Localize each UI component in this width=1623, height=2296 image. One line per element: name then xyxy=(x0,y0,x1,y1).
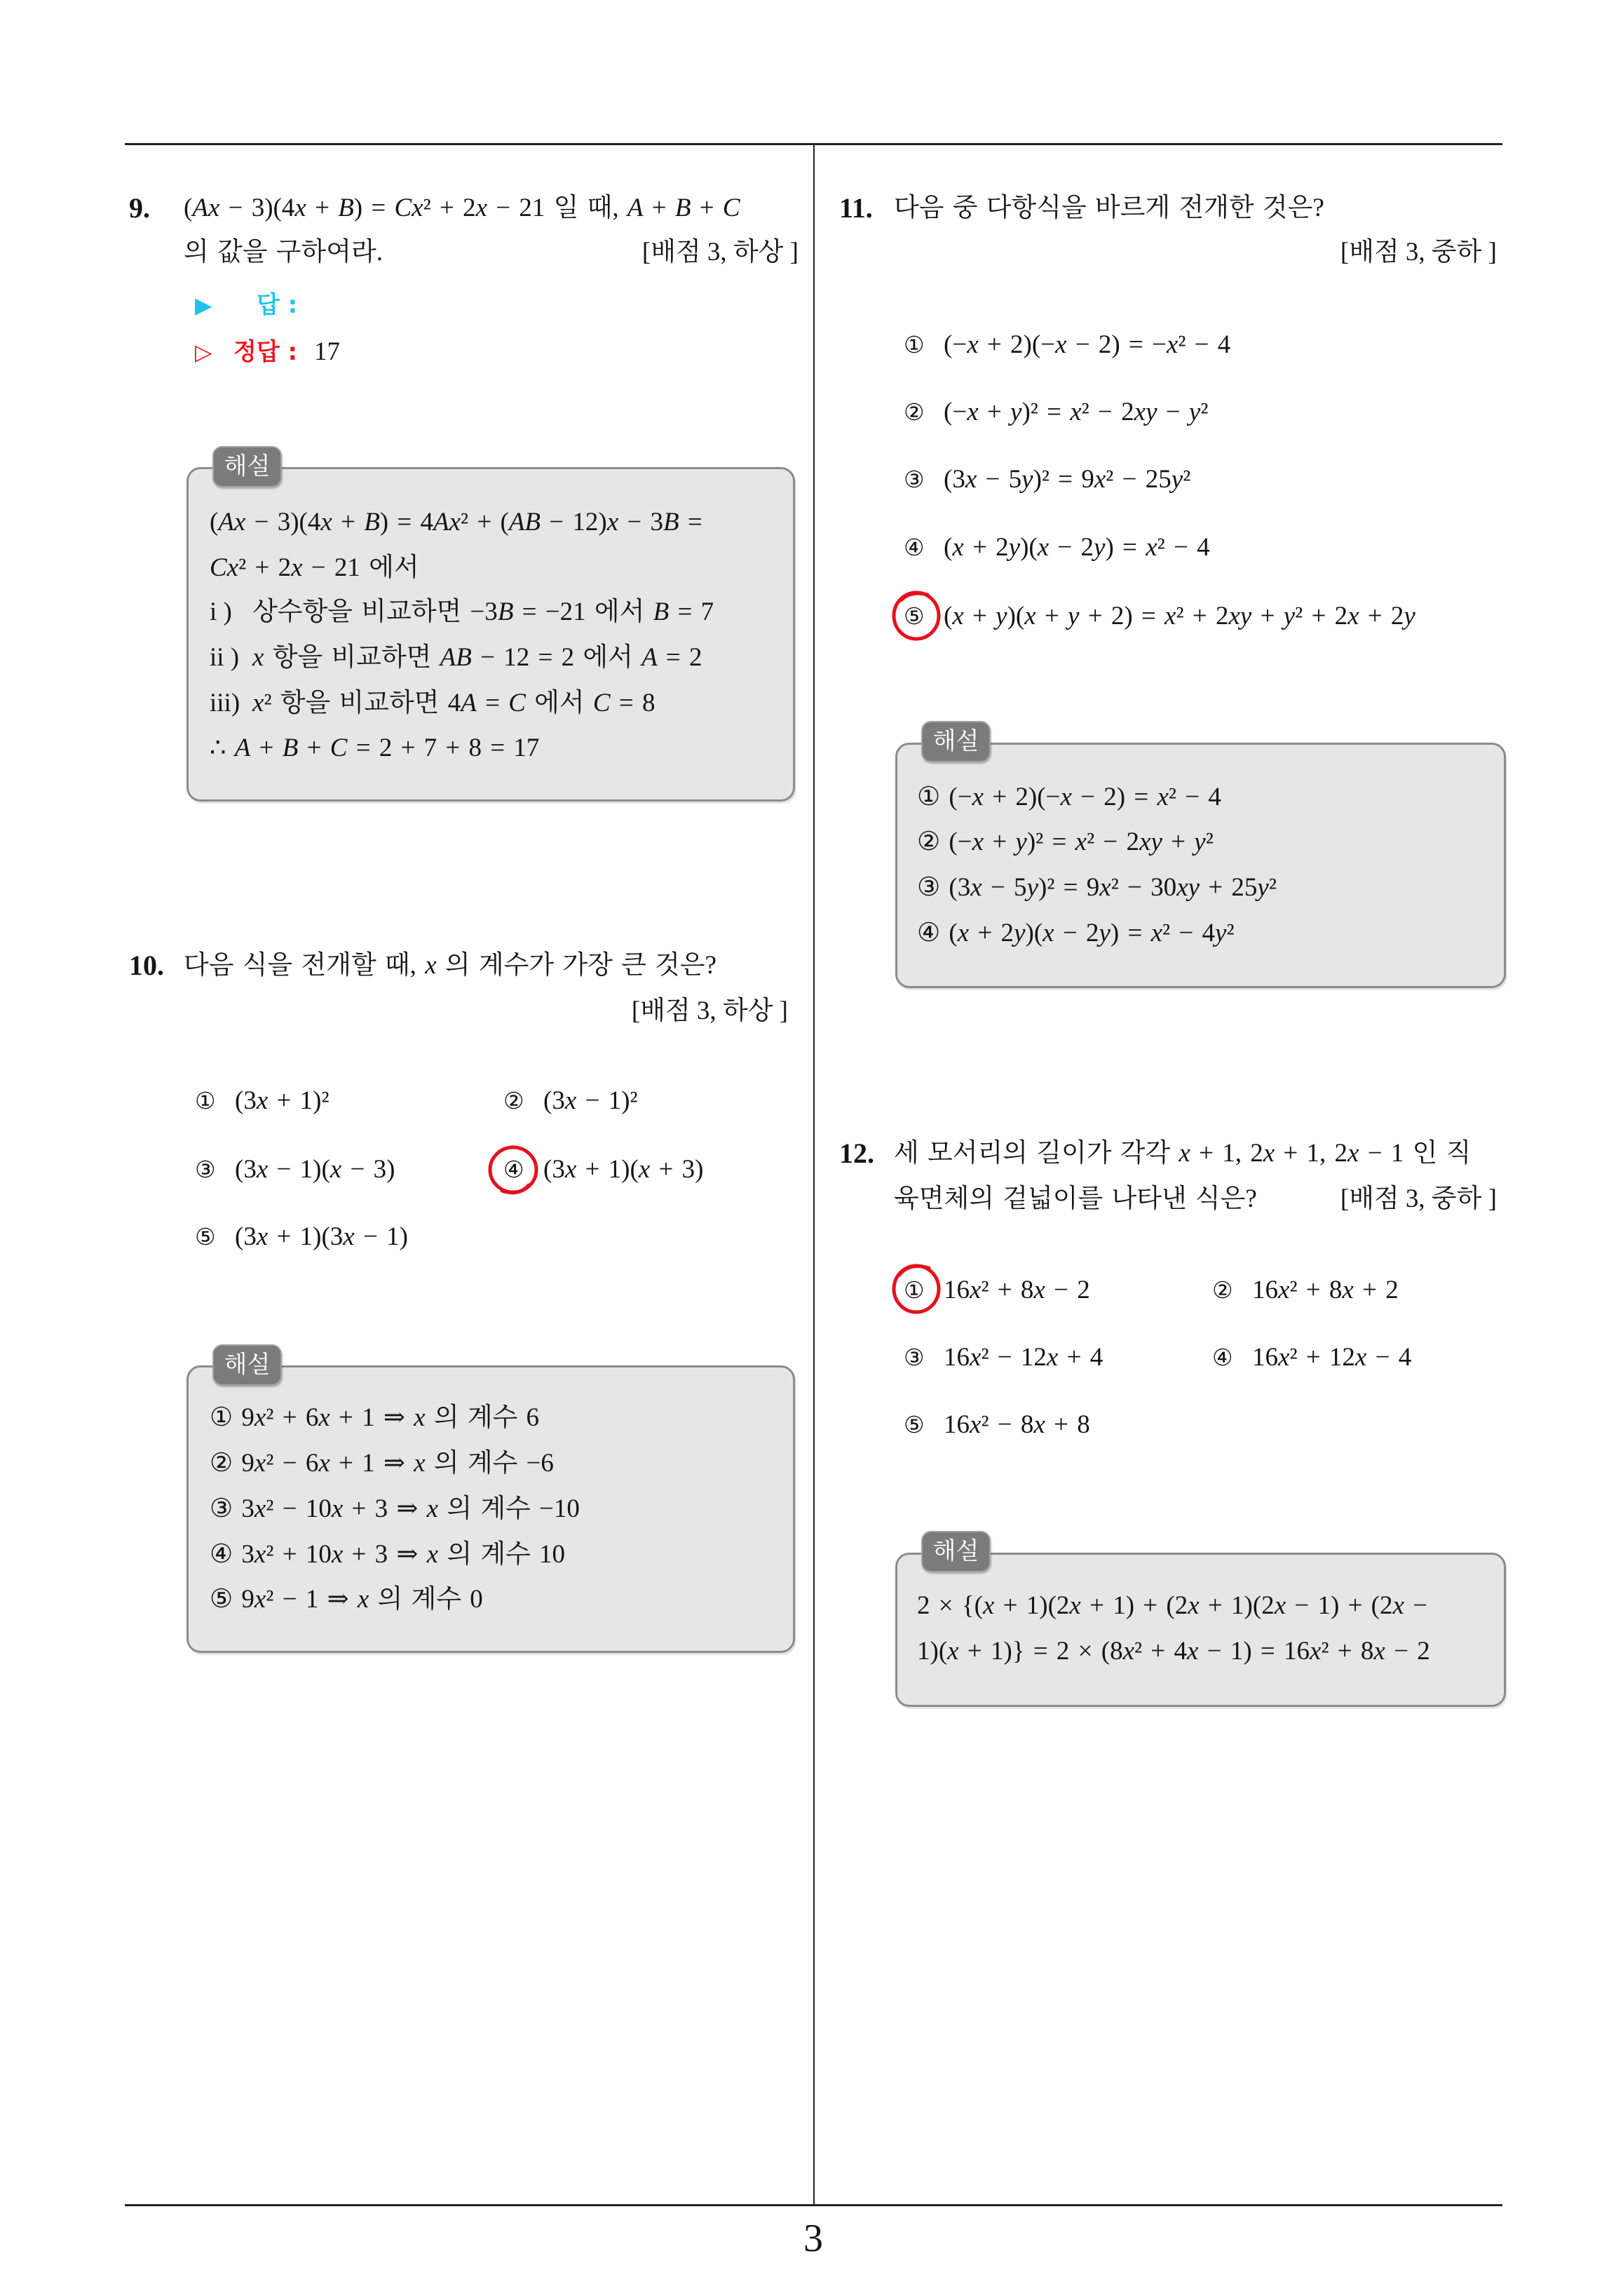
explanation-line xyxy=(210,640,702,675)
math-variable: x xyxy=(1122,1637,1135,1666)
page-number: 3 xyxy=(803,2217,823,2260)
math-variable: x xyxy=(1342,1276,1354,1304)
math-variable: x xyxy=(294,194,306,222)
math-variable: x xyxy=(254,1494,266,1523)
math-variable: x xyxy=(1070,398,1082,426)
question-number: 9. xyxy=(129,192,150,224)
math-variable: y xyxy=(1068,602,1080,630)
math-variable: y xyxy=(996,602,1007,630)
math-variable: x xyxy=(256,1155,269,1184)
explanation-box xyxy=(895,1537,1506,1707)
math-variable: x xyxy=(1164,602,1176,630)
math-variable: x xyxy=(970,1410,982,1439)
math-variable: x xyxy=(1046,1343,1059,1372)
math-variable: x xyxy=(1055,330,1067,359)
bottom-rule xyxy=(125,2204,1502,2206)
math-variable: x xyxy=(1278,1276,1290,1304)
math-variable: x xyxy=(947,1637,959,1666)
explanation-tag: 해설 xyxy=(212,446,282,487)
math-variable: xy xyxy=(1139,828,1162,856)
option-marker: ③ xyxy=(195,1156,216,1183)
math-variable: x xyxy=(1354,1343,1367,1372)
math-variable: A xyxy=(461,689,477,717)
math-variable: x xyxy=(291,553,303,582)
explanation-line: ② 9x² − 6x + 1 ⇒ x 의 계수 −6 xyxy=(210,1449,554,1478)
math-variable: C xyxy=(722,194,740,222)
math-variable: x xyxy=(414,1449,426,1478)
question-text-line: 다음 식을 전개할 때, x 의 계수가 가장 큰 것은? xyxy=(184,951,717,980)
option-item xyxy=(1212,1340,1411,1375)
math-variable: B xyxy=(282,734,299,762)
math-variable: Cx xyxy=(210,553,239,582)
explanation-tag: 해설 xyxy=(212,1344,282,1386)
option-marker: ② xyxy=(503,1087,524,1114)
math-variable: xy xyxy=(1228,602,1252,630)
explanation-line: ④ (x + 2y)(x − 2y) = x² − 4y² xyxy=(917,919,1235,947)
math-variable: A xyxy=(627,194,644,222)
option-text: (3x + 1)(x + 3) xyxy=(543,1155,704,1184)
points-label: [배점 3, 하상 ] xyxy=(631,997,788,1025)
option-marker: ① xyxy=(904,1276,925,1304)
option-text: (−x + y)² = x² − 2xy − y² xyxy=(944,398,1209,426)
option-text: (3x − 1)² xyxy=(543,1086,638,1115)
option-text: 16x² − 8x + 8 xyxy=(944,1410,1090,1439)
math-variable: B xyxy=(653,597,670,626)
option-item xyxy=(195,1220,408,1255)
math-variable: Ax xyxy=(218,508,246,536)
math-variable: x xyxy=(957,919,970,947)
points-label: [배점 3, 하상 ] xyxy=(641,238,799,266)
math-variable: x xyxy=(1274,1591,1286,1620)
math-variable: y xyxy=(1171,465,1183,494)
option-text: (−x + 2)(−x − 2) = −x² − 4 xyxy=(944,330,1231,359)
correct-answer-value: 17 xyxy=(314,337,340,366)
math-variable: x xyxy=(254,1585,266,1614)
math-variable: x xyxy=(1263,1139,1275,1168)
math-variable: x xyxy=(970,1343,982,1372)
math-variable: x xyxy=(1392,1591,1404,1620)
question-text-line: 의 값을 구하여라. xyxy=(184,238,383,266)
math-variable: x xyxy=(254,1540,266,1569)
option-item xyxy=(904,599,1415,634)
explanation-line: ④ 3x² + 10x + 3 ⇒ x 의 계수 10 xyxy=(210,1540,566,1569)
explanation-box xyxy=(186,1351,795,1653)
option-marker: ⑤ xyxy=(904,1411,925,1438)
explanation-box xyxy=(186,452,795,802)
explanation-line: ① 9x² + 6x + 1 ⇒ x 의 계수 6 xyxy=(210,1403,540,1432)
option-item xyxy=(904,462,1190,497)
math-variable: x xyxy=(1075,828,1087,856)
option-marker: ① xyxy=(904,331,925,358)
option-text: 16x² + 12x − 4 xyxy=(1252,1343,1412,1372)
option-marker: ⑤ xyxy=(904,602,925,630)
math-variable: x xyxy=(1024,602,1036,630)
column-divider xyxy=(813,144,815,2206)
correct-answer-label: 정답 : xyxy=(233,338,298,366)
option-marker: ④ xyxy=(904,534,925,561)
math-variable: x xyxy=(972,828,984,856)
option-marker: ② xyxy=(1212,1276,1233,1304)
explanation-line-text: x 항을 비교하면 AB − 12 = 2 에서 A = 2 xyxy=(252,643,702,672)
option-text: (x + 2y)(x − 2y) = x² − 4 xyxy=(944,533,1210,562)
math-variable: B xyxy=(497,597,514,626)
math-variable: Cx xyxy=(394,194,423,222)
answer-label: 답 : xyxy=(257,291,298,319)
explanation-line: 1)(x + 1)} = 2 × (8x² + 4x − 1) = 16x² + 8x − 2 xyxy=(917,1637,1430,1666)
math-variable: B xyxy=(663,508,679,536)
math-variable: x xyxy=(318,1449,330,1478)
math-variable: x xyxy=(254,1403,266,1432)
case-label: i ) xyxy=(210,597,232,626)
explanation-line: (Ax − 3)(4x + B) = 4Ax² + (AB − 12)x − 3B = xyxy=(210,508,702,536)
option-text: (3x + 1)(3x − 1) xyxy=(235,1222,408,1251)
math-variable: A xyxy=(641,643,658,672)
answer-circle-mark xyxy=(887,1261,946,1317)
explanation-line: ⑤ 9x² − 1 ⇒ x 의 계수 0 xyxy=(210,1585,483,1614)
math-variable: C xyxy=(330,734,348,762)
math-variable: x xyxy=(1094,465,1106,494)
option-marker: ① xyxy=(195,1087,216,1114)
math-variable: x xyxy=(1069,1591,1081,1620)
math-variable: x xyxy=(426,1540,439,1569)
math-variable: x xyxy=(1060,783,1072,811)
math-variable: x xyxy=(256,1222,269,1251)
math-variable: x xyxy=(1157,783,1169,811)
math-variable: x xyxy=(1150,919,1163,947)
question-text-line: (Ax − 3)(4x + B) = Cx² + 2x − 21 일 때, A + B + C xyxy=(184,194,740,222)
math-variable: x xyxy=(970,1276,982,1304)
explanation-line xyxy=(210,686,655,721)
math-variable: x xyxy=(331,1494,344,1523)
math-variable: x xyxy=(970,873,982,902)
math-variable: B xyxy=(364,508,380,536)
math-variable: B xyxy=(338,194,354,222)
math-variable: x xyxy=(1373,1637,1385,1666)
explanation-line: Cx² + 2x − 21 에서 xyxy=(210,553,419,582)
math-variable: x xyxy=(320,508,332,536)
math-variable: B xyxy=(674,194,691,222)
question-text-line: 세 모서리의 길이가 각각 x + 1, 2x + 1, 2x − 1 인 직 xyxy=(894,1139,1472,1168)
math-variable: x xyxy=(254,1449,266,1478)
explanation-line-text: x² 항을 비교하면 4A = C 에서 C = 8 xyxy=(252,689,656,717)
math-variable: x xyxy=(952,533,964,562)
option-item xyxy=(904,1340,1103,1375)
option-text: (3x + 1)² xyxy=(235,1086,330,1115)
option-marker: ⑤ xyxy=(195,1223,216,1250)
circle-stroke xyxy=(899,1267,929,1275)
option-item xyxy=(904,395,1208,430)
math-variable: x xyxy=(1347,1139,1359,1168)
option-marker: ④ xyxy=(503,1156,524,1183)
math-variable: A xyxy=(234,734,251,762)
question-text-line: 육면체의 겉넓이를 나타낸 식은? xyxy=(894,1184,1257,1213)
explanation-line: ∴ A + B + C = 2 + 7 + 8 = 17 xyxy=(210,734,540,762)
math-variable: y xyxy=(1021,465,1033,494)
math-variable: y xyxy=(1404,602,1415,630)
math-variable: x xyxy=(1146,533,1157,562)
math-variable: xy xyxy=(1176,873,1200,902)
math-variable: x xyxy=(1043,919,1054,947)
math-variable: x xyxy=(252,689,264,717)
option-item xyxy=(195,1083,330,1119)
math-variable: x xyxy=(952,602,964,630)
math-variable: x xyxy=(564,1086,577,1115)
math-variable: y xyxy=(1194,828,1206,856)
math-variable: x xyxy=(1166,330,1179,359)
math-variable: y xyxy=(1014,919,1026,947)
option-item xyxy=(503,1083,638,1119)
case-label: ii ) xyxy=(210,643,240,672)
math-variable: C xyxy=(592,689,611,717)
points-label: [배점 3, 중하 ] xyxy=(1340,238,1497,266)
math-variable: y xyxy=(1008,533,1021,562)
question-text-line: 다음 중 다항식을 바르게 전개한 것은? xyxy=(894,194,1324,222)
math-variable: y xyxy=(1026,873,1038,902)
option-text: 16x² + 8x − 2 xyxy=(944,1276,1090,1304)
explanation-tag: 해설 xyxy=(921,1531,991,1572)
math-variable: x xyxy=(1179,1139,1190,1168)
math-variable: y xyxy=(1010,398,1022,426)
math-variable: xy xyxy=(1134,398,1157,426)
option-item xyxy=(1212,1273,1399,1308)
math-variable: x xyxy=(1033,1410,1045,1439)
math-variable: Ax xyxy=(192,194,220,222)
option-marker: ④ xyxy=(1212,1344,1233,1371)
option-marker: ② xyxy=(904,398,925,426)
math-variable: x xyxy=(967,330,979,359)
math-variable: x xyxy=(357,1585,369,1614)
math-variable: x xyxy=(1188,1591,1200,1620)
math-variable: y xyxy=(1015,828,1027,856)
points-label: [배점 3, 중하 ] xyxy=(1340,1184,1497,1213)
explanation-line: ① (−x + 2)(−x − 2) = x² − 4 xyxy=(917,783,1221,811)
math-variable: x xyxy=(972,783,984,811)
math-variable: x xyxy=(1099,873,1111,902)
option-marker: ③ xyxy=(904,466,925,493)
math-variable: x xyxy=(982,1591,995,1620)
math-variable: x xyxy=(414,1403,426,1432)
math-variable: x xyxy=(343,1222,355,1251)
math-variable: x xyxy=(1310,1637,1322,1666)
math-variable: x xyxy=(606,508,619,536)
math-variable: Ax xyxy=(433,508,461,536)
option-item xyxy=(904,1407,1090,1443)
math-variable: x xyxy=(425,951,437,980)
math-variable: x xyxy=(256,1086,269,1115)
math-variable: AB xyxy=(440,643,472,672)
math-variable: y xyxy=(1283,602,1296,630)
math-variable: x xyxy=(1278,1343,1290,1372)
math-variable: x xyxy=(564,1155,577,1184)
math-variable: x xyxy=(331,1540,344,1569)
option-text: (x + y)(x + y + 2) = x² + 2xy + y² + 2x + 2y xyxy=(944,602,1415,630)
math-variable: x xyxy=(967,398,979,426)
math-variable: x xyxy=(318,1403,330,1432)
math-variable: x xyxy=(330,1155,342,1184)
math-variable: y xyxy=(1215,919,1227,947)
explanation-tag: 해설 xyxy=(921,721,991,762)
correct-answer-arrow-icon: ▷ xyxy=(195,339,212,365)
answer-circle-mark xyxy=(484,1142,543,1198)
explanation-box xyxy=(895,727,1506,988)
math-variable: x xyxy=(965,465,977,494)
math-variable: x xyxy=(1037,533,1050,562)
question-number: 12. xyxy=(839,1137,874,1169)
explanation-line: ② (−x + y)² = x² − 2xy + y² xyxy=(917,828,1214,856)
math-variable: x xyxy=(638,1155,651,1184)
option-text: 16x² + 8x + 2 xyxy=(1252,1276,1399,1304)
option-item xyxy=(904,530,1210,565)
question-number: 11. xyxy=(839,192,873,224)
option-marker: ③ xyxy=(904,1344,925,1371)
option-item xyxy=(195,1152,395,1187)
math-variable: x xyxy=(1033,1276,1045,1304)
question-number: 10. xyxy=(129,950,164,981)
explanation-line: ③ (3x − 5y)² = 9x² − 30xy + 25y² xyxy=(917,873,1277,902)
math-variable: x xyxy=(1347,602,1359,630)
explanation-line xyxy=(210,595,714,630)
explanation-line-text: 상수항을 비교하면 −3B = −21 에서 B = 7 xyxy=(252,597,714,626)
option-text: (3x − 5y)² = 9x² − 25y² xyxy=(944,465,1191,494)
math-variable: C xyxy=(508,689,526,717)
math-variable: y xyxy=(1188,398,1201,426)
option-item xyxy=(904,327,1230,363)
math-variable: AB xyxy=(508,508,541,536)
math-variable: x xyxy=(426,1494,439,1523)
explanation-line: 2 × {(x + 1)(2x + 1) + (2x + 1)(2x − 1) + (2x − xyxy=(917,1591,1428,1620)
explanation-line: ③ 3x² − 10x + 3 ⇒ x 의 계수 −10 xyxy=(210,1494,580,1523)
option-text: (3x − 1)(x − 3) xyxy=(235,1155,395,1184)
math-variable: x xyxy=(475,194,488,222)
math-variable: y xyxy=(1099,919,1111,947)
circle-stroke xyxy=(502,1185,529,1193)
answer-arrow-icon: ▶ xyxy=(195,292,212,318)
math-variable: x xyxy=(1187,1637,1199,1666)
option-text: 16x² − 12x + 4 xyxy=(944,1343,1103,1372)
case-label: iii) xyxy=(210,689,240,717)
math-variable: y xyxy=(1257,873,1269,902)
math-variable: y xyxy=(1094,533,1106,562)
answer-circle-mark xyxy=(887,588,946,644)
math-variable: x xyxy=(252,643,264,672)
